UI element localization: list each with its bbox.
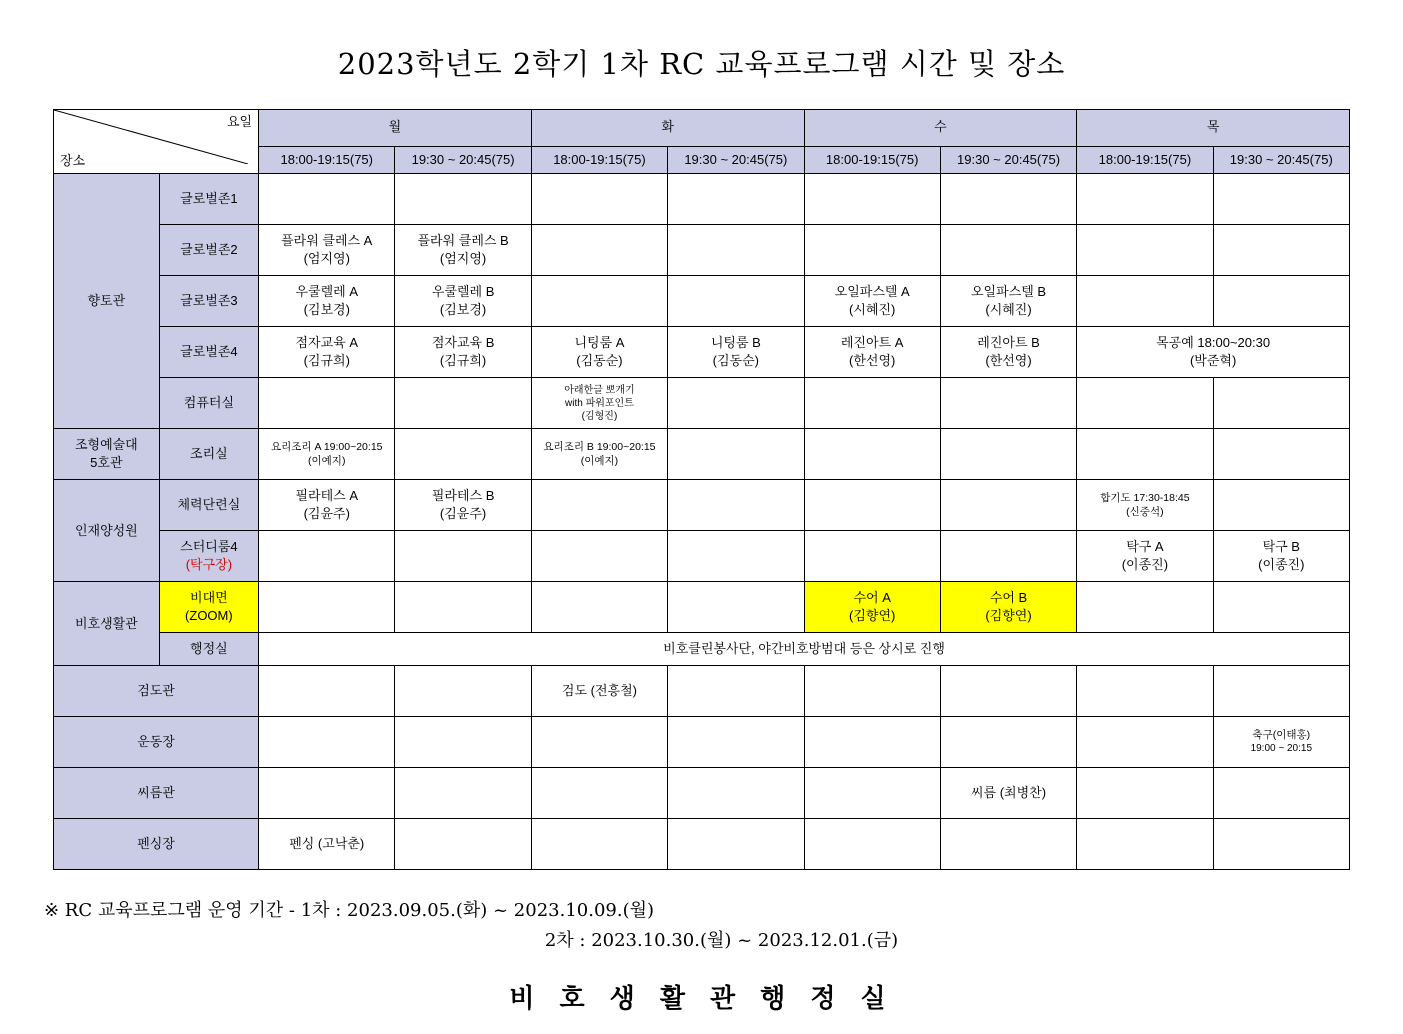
cell-text-line2: (김보경) xyxy=(439,302,487,317)
cell-text-line2: (김윤주) xyxy=(439,506,487,521)
room-label-cook: 조리실 xyxy=(159,429,258,480)
cell-text-line1: 아래한글 뽀개기 xyxy=(564,384,635,396)
cell-gz4-thu xyxy=(1077,327,1350,378)
cell-text-line2: (김향연) xyxy=(849,608,896,623)
cell-text-line1: 요리조리 B 19:00~20:15 xyxy=(543,440,656,453)
group-label-injae: 인재양성원 xyxy=(54,480,160,582)
cell-text-line3: (김형진) xyxy=(581,410,618,422)
cell-gz1-mon1 xyxy=(259,174,395,225)
day-header-wed: 수 xyxy=(804,110,1077,147)
table-row-gz1 xyxy=(54,174,1350,225)
cell-ssireum-thu2 xyxy=(1213,768,1349,819)
cell-online-mon1 xyxy=(259,582,395,633)
cell-geomdo-wed2 xyxy=(940,666,1076,717)
room-label-line2: (탁구장) xyxy=(185,557,233,572)
cell-text-line2: (신중석) xyxy=(1126,506,1164,518)
room-label-fencing: 펜싱장 xyxy=(54,819,259,870)
cell-online-wed2 xyxy=(940,582,1076,633)
time-header-mon-1: 18:00-19:15(75) xyxy=(259,147,395,174)
cell-fitness-tue1 xyxy=(531,480,667,531)
cell-ssireum-tue2 xyxy=(668,768,804,819)
cell-geomdo-wed1 xyxy=(804,666,940,717)
cell-text-line1: 축구(이태홍) xyxy=(1252,729,1311,742)
cell-fencing-wed1 xyxy=(804,819,940,870)
table-corner-header xyxy=(54,110,259,174)
cell-text-line2: (김동순) xyxy=(576,353,623,368)
cell-fitness-mon1 xyxy=(259,480,395,531)
document-page xyxy=(0,42,1403,1034)
cell-gz2-wed2 xyxy=(940,225,1076,276)
corner-label-day: 요일 xyxy=(226,114,253,129)
cell-ssireum-wed1 xyxy=(804,768,940,819)
cell-computer-mon2 xyxy=(395,378,531,429)
cell-text-line1: 합기도 17:30-18:45 xyxy=(1100,491,1190,504)
cell-text-line1: 니팅룸 B xyxy=(710,335,761,351)
cell-text-line1: 목공예 18:00~20:30 xyxy=(1156,335,1271,351)
cell-playground-tue1 xyxy=(531,717,667,768)
cell-gz3-wed2 xyxy=(940,276,1076,327)
room-label-ssireum: 씨름관 xyxy=(54,768,259,819)
note-line-1: ※ RC 교육프로그램 운영 기간 - 1차 : 2023.09.05.(화) ~ 2023.10.09.(월) xyxy=(44,900,655,921)
table-row-geomdo xyxy=(54,666,1350,717)
time-header-thu-2: 19:30 ~ 20:45(75) xyxy=(1213,147,1349,174)
cell-fitness-wed1 xyxy=(804,480,940,531)
cell-playground-wed1 xyxy=(804,717,940,768)
room-label-gz2: 글로벌존2 xyxy=(159,225,258,276)
cell-text-line2: (김동순) xyxy=(712,353,759,368)
cell-gz3-wed1 xyxy=(804,276,940,327)
table-row-fencing xyxy=(54,819,1350,870)
cell-text-line2: (김규희) xyxy=(439,353,487,368)
cell-fitness-wed2 xyxy=(940,480,1076,531)
cell-cook-tue1 xyxy=(531,429,667,480)
cell-gz3-thu1 xyxy=(1077,276,1213,327)
cell-online-wed1 xyxy=(804,582,940,633)
cell-gz2-tue2 xyxy=(668,225,804,276)
cell-study4-thu1 xyxy=(1077,531,1213,582)
cell-text-line2: (한선영) xyxy=(985,353,1032,368)
cell-gz3-mon2 xyxy=(395,276,531,327)
cell-text-line1: 니팅룸 A xyxy=(574,335,625,351)
time-header-mon-2: 19:30 ~ 20:45(75) xyxy=(395,147,531,174)
day-header-tue: 화 xyxy=(531,110,804,147)
cell-study4-tue1 xyxy=(531,531,667,582)
room-label-gz1: 글로벌존1 xyxy=(159,174,258,225)
schedule-table xyxy=(53,109,1350,870)
cell-fitness-thu1 xyxy=(1077,480,1213,531)
cell-playground-mon1 xyxy=(259,717,395,768)
cell-computer-thu2 xyxy=(1213,378,1349,429)
cell-playground-mon2 xyxy=(395,717,531,768)
cell-cook-thu1 xyxy=(1077,429,1213,480)
cell-text-line2: 19:00 ~ 20:15 xyxy=(1250,743,1313,755)
cell-geomdo-tue1: 검도 (전흥철) xyxy=(531,666,667,717)
cell-text-line2: (박준혁) xyxy=(1189,353,1237,368)
table-row-gz2 xyxy=(54,225,1350,276)
cell-online-mon2 xyxy=(395,582,531,633)
cell-text-line2: (이예지) xyxy=(308,455,346,467)
cell-text-line1: 우쿨렐레 B xyxy=(431,284,495,300)
cell-computer-wed1 xyxy=(804,378,940,429)
cell-study4-mon2 xyxy=(395,531,531,582)
time-header-thu-1: 18:00-19:15(75) xyxy=(1077,147,1213,174)
cell-text-line2: with 파워포인트 xyxy=(565,397,634,409)
cell-text-line2: (김윤주) xyxy=(303,506,350,521)
cell-computer-tue2 xyxy=(668,378,804,429)
cell-gz3-thu2 xyxy=(1213,276,1349,327)
cell-text-line2: (엄지영) xyxy=(303,251,350,266)
cell-geomdo-mon2 xyxy=(395,666,531,717)
room-label-fitness: 체력단련실 xyxy=(159,480,258,531)
cell-computer-thu1 xyxy=(1077,378,1213,429)
table-row-study4 xyxy=(54,531,1350,582)
footer-office-name: 비 호 생 활 관 행 정 실 xyxy=(509,984,894,1014)
table-row-cook xyxy=(54,429,1350,480)
cell-gz1-tue1 xyxy=(531,174,667,225)
time-header-tue-2: 19:30 ~ 20:45(75) xyxy=(668,147,804,174)
cell-text-line1: 플라워 클레스 B xyxy=(417,233,509,249)
cell-cook-thu2 xyxy=(1213,429,1349,480)
room-label-gz4: 글로벌존4 xyxy=(159,327,258,378)
cell-gz2-wed1 xyxy=(804,225,940,276)
cell-gz3-tue1 xyxy=(531,276,667,327)
cell-gz4-mon2 xyxy=(395,327,531,378)
cell-cook-tue2 xyxy=(668,429,804,480)
cell-text-line1: 플라워 클레스 A xyxy=(281,233,373,249)
cell-ssireum-wed2: 씨름 (최병찬) xyxy=(940,768,1076,819)
cell-gz2-thu1 xyxy=(1077,225,1213,276)
table-row-playground xyxy=(54,717,1350,768)
cell-gz1-tue2 xyxy=(668,174,804,225)
cell-gz4-mon1 xyxy=(259,327,395,378)
table-row-computer xyxy=(54,378,1350,429)
cell-text-line1: 수어 B xyxy=(989,590,1028,606)
cell-text-line2: (김규희) xyxy=(303,353,350,368)
cell-text-line2: (시혜진) xyxy=(985,302,1032,317)
cell-text-line2: (이예지) xyxy=(580,455,619,467)
cell-geomdo-tue2 xyxy=(668,666,804,717)
cell-fitness-tue2 xyxy=(668,480,804,531)
cell-text-line2: (김향연) xyxy=(985,608,1032,623)
cell-fencing-mon1: 펜싱 (고낙춘) xyxy=(259,819,395,870)
group-label-hyangto: 향토관 xyxy=(54,174,160,429)
cell-text-line2: (김보경) xyxy=(303,302,350,317)
cell-gz4-wed1 xyxy=(804,327,940,378)
cell-gz1-thu1 xyxy=(1077,174,1213,225)
cell-fencing-thu1 xyxy=(1077,819,1213,870)
table-row-fitness xyxy=(54,480,1350,531)
cell-study4-tue2 xyxy=(668,531,804,582)
cell-text-line1: 레진아트 A xyxy=(840,335,904,351)
cell-text-line1: 우쿨렐레 A xyxy=(295,284,358,300)
cell-fencing-mon2 xyxy=(395,819,531,870)
cell-text-line2: (시혜진) xyxy=(849,302,896,317)
cell-ssireum-mon1 xyxy=(259,768,395,819)
room-label-playground: 운동장 xyxy=(54,717,259,768)
group-label-biho: 비호생활관 xyxy=(54,582,160,666)
cell-text-line1: 탁구 B xyxy=(1262,539,1300,555)
cell-gz2-mon1 xyxy=(259,225,395,276)
group-label-joohyung xyxy=(54,429,160,480)
cell-cook-wed2 xyxy=(940,429,1076,480)
cell-computer-mon1 xyxy=(259,378,395,429)
room-label-line1: 스터디룸4 xyxy=(180,539,238,555)
cell-gz1-wed1 xyxy=(804,174,940,225)
cell-gz2-mon2 xyxy=(395,225,531,276)
cell-text-line1: 수어 A xyxy=(853,590,891,606)
cell-gz4-tue1 xyxy=(531,327,667,378)
time-header-wed-1: 18:00-19:15(75) xyxy=(804,147,940,174)
table-row-gz3 xyxy=(54,276,1350,327)
room-label-study4 xyxy=(159,531,258,582)
cell-gz1-mon2 xyxy=(395,174,531,225)
cell-cook-mon1 xyxy=(259,429,395,480)
cell-text-line1: 점자교육 A xyxy=(295,335,358,351)
cell-gz1-wed2 xyxy=(940,174,1076,225)
page-title: 2023학년도 2학기 1차 RC 교육프로그램 시간 및 장소 xyxy=(337,47,1066,81)
room-label-geomdo: 검도관 xyxy=(54,666,259,717)
cell-fitness-mon2 xyxy=(395,480,531,531)
room-label-gz3: 글로벌존3 xyxy=(159,276,258,327)
cell-geomdo-thu1 xyxy=(1077,666,1213,717)
day-header-mon: 월 xyxy=(259,110,532,147)
cell-fencing-wed2 xyxy=(940,819,1076,870)
cell-text-line1: 오일파스텔 B xyxy=(971,284,1047,300)
room-label-online xyxy=(159,582,258,633)
cell-ssireum-mon2 xyxy=(395,768,531,819)
room-label-computer: 컴퓨터실 xyxy=(159,378,258,429)
cell-text-line2: (엄지영) xyxy=(439,251,487,266)
cell-text-line1: 점자교육 B xyxy=(431,335,495,351)
cell-text-line1: 탁구 A xyxy=(1126,539,1164,555)
cell-playground-thu2 xyxy=(1213,717,1349,768)
cell-online-thu2 xyxy=(1213,582,1349,633)
cell-text-line2: (한선영) xyxy=(849,353,896,368)
table-row-admin xyxy=(54,633,1350,666)
cell-playground-tue2 xyxy=(668,717,804,768)
cell-computer-wed2 xyxy=(940,378,1076,429)
cell-text-line1: 레진아트 B xyxy=(977,335,1040,351)
cell-study4-thu2 xyxy=(1213,531,1349,582)
cell-online-tue1 xyxy=(531,582,667,633)
cell-text-line1: 요리조리 A 19:00~20:15 xyxy=(270,440,383,453)
cell-admin-span: 비호클린봉사단, 야간비호방범대 등은 상시로 진행 xyxy=(259,633,1350,666)
day-header-thu: 목 xyxy=(1077,110,1350,147)
cell-ssireum-tue1 xyxy=(531,768,667,819)
cell-computer-tue1 xyxy=(531,378,667,429)
cell-fencing-tue2 xyxy=(668,819,804,870)
cell-gz4-tue2 xyxy=(668,327,804,378)
cell-gz2-tue1 xyxy=(531,225,667,276)
cell-gz2-thu2 xyxy=(1213,225,1349,276)
cell-gz3-tue2 xyxy=(668,276,804,327)
cell-text-line2: (이종진) xyxy=(1121,557,1169,572)
corner-label-place: 장소 xyxy=(60,153,86,169)
cell-online-tue2 xyxy=(668,582,804,633)
table-row-online xyxy=(54,582,1350,633)
cell-gz1-thu2 xyxy=(1213,174,1349,225)
cell-geomdo-mon1 xyxy=(259,666,395,717)
cell-geomdo-thu2 xyxy=(1213,666,1349,717)
note-line-2: 2차 : 2023.10.30.(월) ~ 2023.12.01.(금) xyxy=(544,930,899,951)
cell-gz3-mon1 xyxy=(259,276,395,327)
cell-cook-mon2 xyxy=(395,429,531,480)
cell-study4-mon1 xyxy=(259,531,395,582)
room-label-line2: (ZOOM) xyxy=(185,608,233,623)
time-header-wed-2: 19:30 ~ 20:45(75) xyxy=(940,147,1076,174)
room-label-admin: 행정실 xyxy=(159,633,258,666)
cell-cook-wed1 xyxy=(804,429,940,480)
cell-study4-wed1 xyxy=(804,531,940,582)
cell-playground-wed2 xyxy=(940,717,1076,768)
cell-study4-wed2 xyxy=(940,531,1076,582)
cell-fencing-tue1 xyxy=(531,819,667,870)
cell-ssireum-thu1 xyxy=(1077,768,1213,819)
cell-text-line1: 필라테스 B xyxy=(431,488,495,504)
group-label-line1: 조형예술대 xyxy=(74,437,138,453)
cell-text-line1: 필라테스 A xyxy=(295,488,358,504)
notes-block xyxy=(0,896,1403,952)
cell-text-line1: 오일파스텔 A xyxy=(834,284,910,300)
cell-playground-thu1 xyxy=(1077,717,1213,768)
table-row-ssireum xyxy=(54,768,1350,819)
time-header-tue-1: 18:00-19:15(75) xyxy=(531,147,667,174)
cell-fitness-thu2 xyxy=(1213,480,1349,531)
cell-online-thu1 xyxy=(1077,582,1213,633)
group-label-line2: 5호관 xyxy=(90,455,123,470)
cell-text-line2: (이종진) xyxy=(1258,557,1305,572)
table-row-gz4 xyxy=(54,327,1350,378)
cell-gz4-wed2 xyxy=(940,327,1076,378)
cell-fencing-thu2 xyxy=(1213,819,1349,870)
room-label-line1: 비대면 xyxy=(190,590,228,606)
table-header-row-days xyxy=(54,110,1350,147)
